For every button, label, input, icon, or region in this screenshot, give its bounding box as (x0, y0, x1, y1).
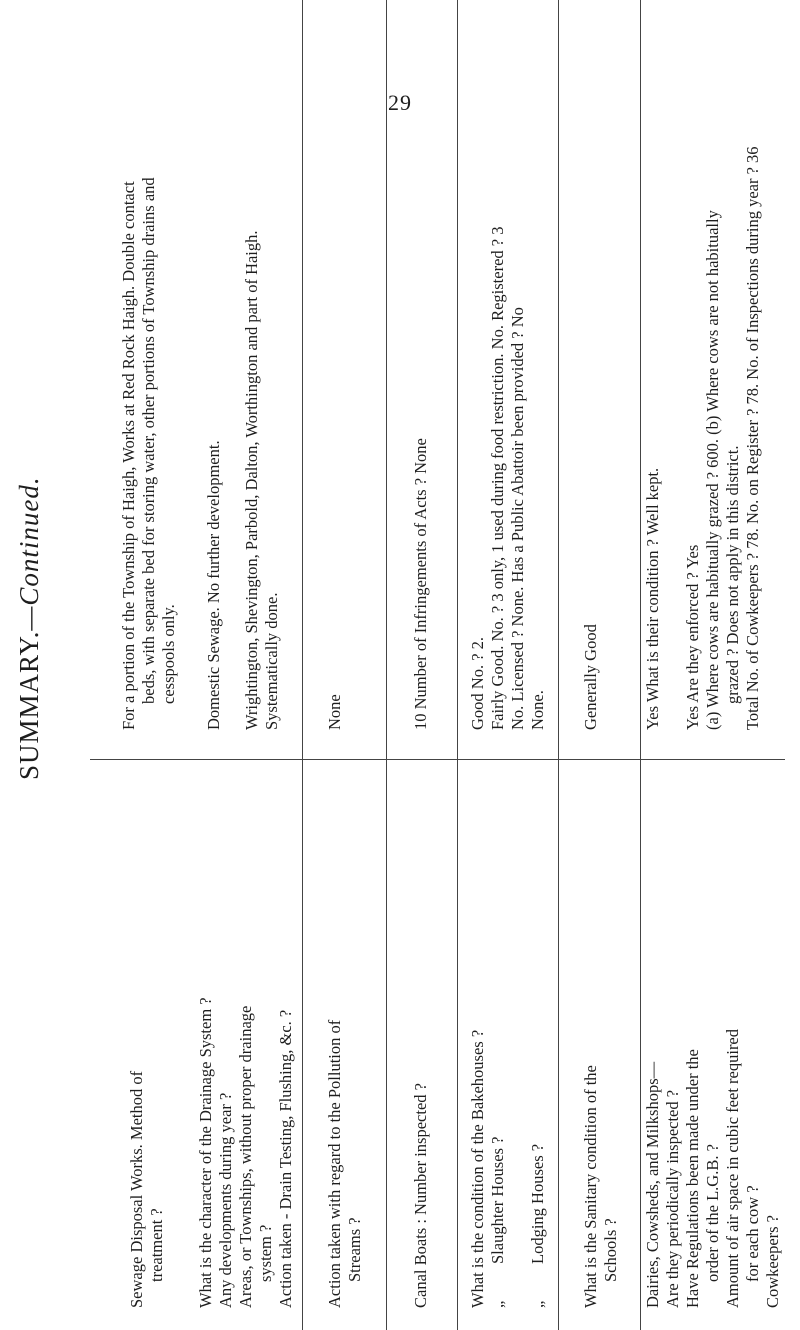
question-schools (581, 748, 621, 1308)
answer-line: For a portion of the Township of Haigh, Works at Red Rock Haigh. Double contact (119, 181, 138, 730)
question-line: What is the condition of the Bakehouses ? (468, 1029, 487, 1308)
page-number: 29 (388, 90, 412, 115)
question-line: Streams ? (345, 1217, 364, 1282)
answer-line: Good No. ? 2. (468, 636, 487, 730)
question-line: Dairies, Cowsheds, and Milkshops— (643, 1061, 662, 1308)
summary-title-continued: —Continued. (14, 476, 44, 631)
answer-line: 10 Number of Infringements of Acts ? None (411, 438, 430, 730)
answer-line: Total No. of Cowkeepers ? 78. No. on Register ? 78. No. of Inspections during year ? 36 (743, 146, 762, 730)
row-sewage-disposal (95, 0, 190, 1330)
answer-line (663, 0, 683, 730)
answer-line: Yes What is their condition ? Well kept. (643, 467, 662, 730)
question-line: Cowkeepers ? (763, 1214, 782, 1308)
answer-line: cesspools only. (159, 604, 178, 704)
answer-canal-boats (411, 0, 431, 730)
question-text: Slaughter Houses ? (488, 1136, 507, 1264)
question-line: Schools ? (601, 1218, 620, 1282)
summary-title (14, 476, 45, 780)
answer-line: Systematically done. (262, 592, 281, 730)
question-line: Action taken with regard to the Pollution of (325, 1019, 344, 1308)
answer-line: Generally Good (581, 624, 600, 730)
question-line: What is the Sanitary condition of the (581, 1065, 600, 1308)
question-line: What is the character of the Drainage System ? (196, 997, 215, 1308)
answer-stream-pollution (325, 0, 345, 730)
row-stream-pollution (303, 0, 383, 1330)
question-dairies (643, 748, 783, 1308)
question-line (508, 748, 528, 1308)
answer-dairies (643, 0, 763, 730)
row-drainage-system (190, 0, 300, 1330)
answer-drainage-system (204, 0, 282, 730)
answer-line: grazed ? Does not apply in this district. (723, 445, 742, 704)
question-bakehouses (468, 748, 548, 1308)
row-bakehouses (458, 0, 558, 1330)
answer-line: No. Licensed ? None. Has a Public Abattoir been provided ? No (508, 307, 527, 730)
row-schools (559, 0, 639, 1330)
question-line: Amount of air space in cubic feet required (723, 1028, 742, 1308)
answer-line: Domestic Sewage. No further development. (204, 440, 223, 730)
question-sewage-disposal (127, 748, 167, 1308)
question-line: Canal Boats : Number inspected ? (411, 1083, 430, 1308)
question-canal-boats (411, 748, 431, 1308)
question-text: Lodging Houses ? (528, 1143, 547, 1264)
ditto-mark: „ (528, 1300, 547, 1308)
ditto-mark: „ (488, 1300, 507, 1308)
question-line (528, 748, 548, 1308)
question-line: Any developments during year ? (216, 1092, 235, 1308)
question-stream-pollution (325, 748, 365, 1308)
answer-line: Yes Are they enforced ? Yes (683, 544, 702, 730)
question-line: Areas, or Townships, without proper drainage (236, 1005, 255, 1308)
question-line: Are they periodically inspected ? (663, 1089, 682, 1308)
summary-title-main: SUMMARY. (14, 630, 44, 780)
answer-line: Fairly Good. No. ? 3 only, 1 used during food restriction. No. Registered ? 3 (488, 226, 507, 730)
answer-line: None (325, 694, 344, 730)
row-dairies (641, 0, 791, 1330)
question-line: for each cow ? (743, 1185, 762, 1282)
question-line: treatment ? (147, 1208, 166, 1282)
answer-line: (a) Where cows are habitually grazed ? 600. (b) Where cows are not habitually (703, 210, 722, 730)
question-line: Sewage Disposal Works. Method of (127, 1070, 146, 1308)
question-line: system ? (256, 1224, 275, 1282)
answer-bakehouses (468, 0, 548, 730)
answer-line (224, 0, 242, 730)
answer-line: beds, with separate bed for storing water, other portions of Township drains and (139, 177, 158, 704)
answer-schools (581, 0, 601, 730)
question-line: order of the L.G.B. ? (703, 1144, 722, 1282)
answer-line: Wrightington, Shevington, Parbold, Dalton, Worthington and part of Haigh. (242, 230, 261, 730)
question-drainage-system (196, 748, 296, 1308)
question-line: Have Regulations been made under the (683, 1049, 702, 1308)
question-line: Action taken - Drain Testing, Flushing, &c. ? (276, 1009, 295, 1308)
answer-line: None. (528, 690, 547, 730)
row-canal-boats (387, 0, 457, 1330)
answer-sewage-disposal (119, 0, 179, 730)
question-line (488, 748, 508, 1308)
